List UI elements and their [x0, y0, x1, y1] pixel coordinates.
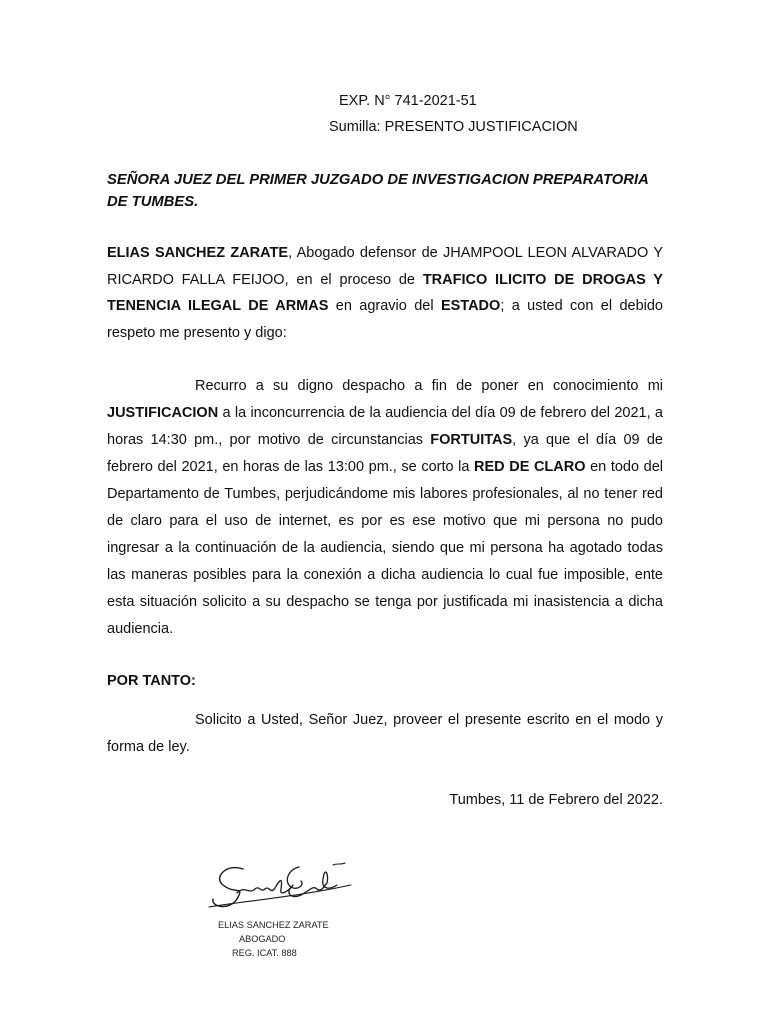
stamp-registration: REG. ICAT. 888	[232, 948, 297, 958]
intro-text-2: en agravio del	[328, 298, 441, 314]
place-date: Tumbes, 11 de Febrero del 2022.	[449, 792, 663, 808]
justification-paragraph	[107, 373, 663, 643]
por-tanto-heading: POR TANTO:	[107, 673, 196, 689]
lawyer-name: ELIAS SANCHEZ ZARATE	[107, 245, 289, 261]
intro-text-3: ; a usted con el debido respeto me presento y digo:	[107, 298, 663, 341]
body-text-4: en todo del Departamento de Tumbes, perjudicándome mis labores profesionales, al no tener red de claro para el uso de internet, es por es ese motivo que mi persona no pudo ingresar a la continuación de la audiencia, siendo que mi persona ha agotado todas las maneras posibles para la conexión a dicha audiencia lo cual fue imposible, ente esta situación solicito a su despacho se tenga por justificada mi inasistencia a dicha audiencia.	[107, 459, 663, 637]
request-paragraph: Solicito a Usted, Señor Juez, proveer el presente escrito en el modo y forma de ley.	[107, 712, 663, 755]
justification-term: JUSTIFICACION	[107, 405, 219, 421]
stamp-title: ABOGADO	[239, 934, 286, 944]
case-offense: TRAFICO ILICITO DE DROGAS Y TENENCIA ILEGAL DE ARMAS	[107, 271, 663, 314]
sumilla: Sumilla: PRESENTO JUSTIFICACION	[329, 119, 578, 135]
intro-paragraph	[107, 240, 663, 346]
addressee-heading: SEÑORA JUEZ DEL PRIMER JUZGADO DE INVESTIGACION PREPARATORIA DE TUMBES.	[107, 172, 649, 210]
lawyer-stamp	[218, 918, 358, 960]
intro-text-1: , Abogado defensor de JHAMPOOL LEON ALVARADO Y RICARDO FALLA FEIJOO, en el proceso de	[107, 245, 663, 288]
case-number: EXP. N° 741-2021-51	[339, 93, 477, 109]
handwritten-signature	[205, 855, 355, 915]
stamp-name: ELIAS SANCHEZ ZARATE	[218, 920, 329, 930]
body-text-2: a la inconcurrencia de la audiencia del día 09 de febrero del 2021, a horas 14:30 pm., por motivo de circunstancias	[107, 405, 663, 448]
body-text-3: , ya que el día 09 de febrero del 2021, en horas de las 13:00 pm., se corto la	[107, 432, 663, 475]
body-text-1: Recurro a su digno despacho a fin de poner en conocimiento mi	[195, 378, 663, 394]
aggrieved-party: ESTADO	[440, 298, 501, 314]
red-de-claro-term: RED DE CLARO	[474, 459, 586, 475]
fortuitas-term: FORTUITAS	[430, 432, 513, 448]
